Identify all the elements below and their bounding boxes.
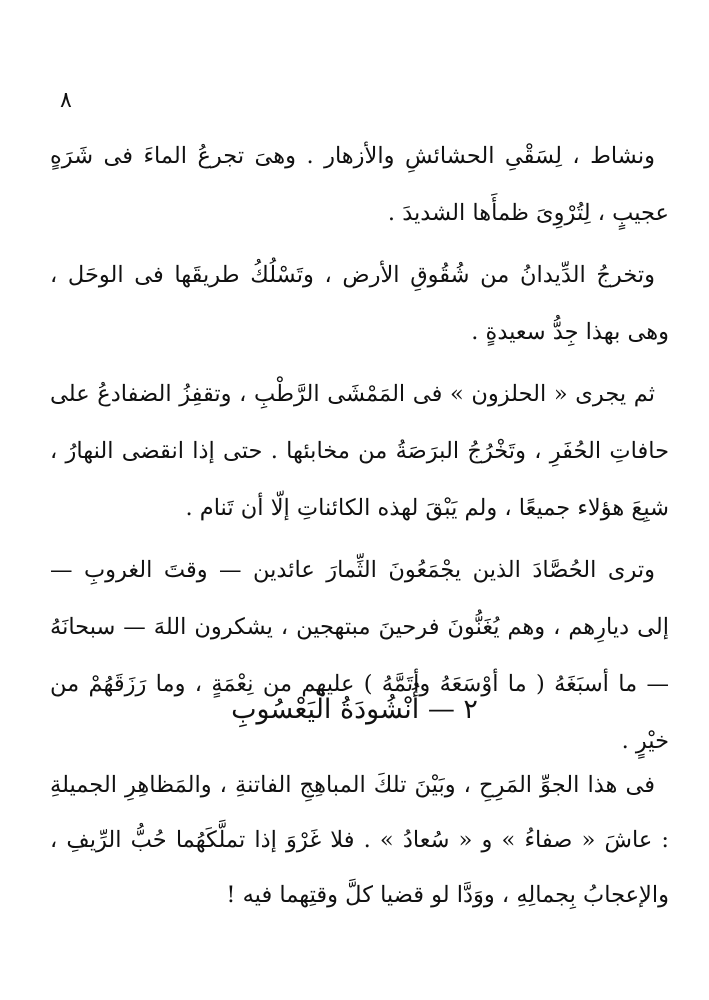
paragraph: وتخرجُ الدِّيدانُ من شُقُوقِ الأرض ، وتَسْلُكُ طريقَها فى الوحَل ، وهى بهذا جِدُّ سعيدةٍ . [50,262,669,345]
section-text [50,758,669,923]
paragraph: فى هذا الجوِّ المَرِحِ ، وبَيْنَ تلكَ المباهِجِ الفاتنةِ ، والمَظاهِرِ الجميلةِ : عاشَ « صفاءُ » و « سُعادُ » . فلا غَرْوَ إذا تملَّكَهُما حُبُّ الرِّيفِ ، والإعجابُ بِجمالِهِ ، ووَدَّا لو قضيا كلَّ وقتِهما فيه ! [50,772,669,908]
paragraph: ونشاط ، لِسَقْىِ الحشائشِ والأزهار . وهىَ تجرعُ الماءَ فى شَرَهٍ عجيبٍ ، لِتُرْوِىَ ظمأَها الشديدَ . [50,143,669,226]
paragraph: وترى الحُصَّادَ الذين يجْمَعُونَ الثِّمارَ عائدين — وقتَ الغروبِ — إلى ديارِهم ، وهم يُغَنُّونَ فرحينَ مبتهجين ، يشكرون اللهَ — سبحانَهُ — ما أسبَغَهُ ( ما أوْسَعَهُ وأتَمَّهُ ) عليهم من نِعْمَةٍ ، وما رَزَقَهُمْ من خيْرٍ . [50,557,669,754]
page-number: ٨ [60,88,72,113]
paragraph: ثم يجرى « الحلزون » فى المَمْشَى الرَّطْبِ ، وتقفِزُ الضفادعُ على حافاتِ الحُفَرِ ، وتَخْرُجُ البرَصَةُ من مخابئها . حتى إذا انقضى النهارُ ، شبِعَ هؤلاء جميعًا ، ولم يَبْقَ لهذه الكائناتِ إلّا أن تَنام . [50,381,669,521]
section-title: ٢ — أُنْشُودَةُ الْيَعْسُوبِ [231,694,478,725]
body-text [50,128,669,775]
